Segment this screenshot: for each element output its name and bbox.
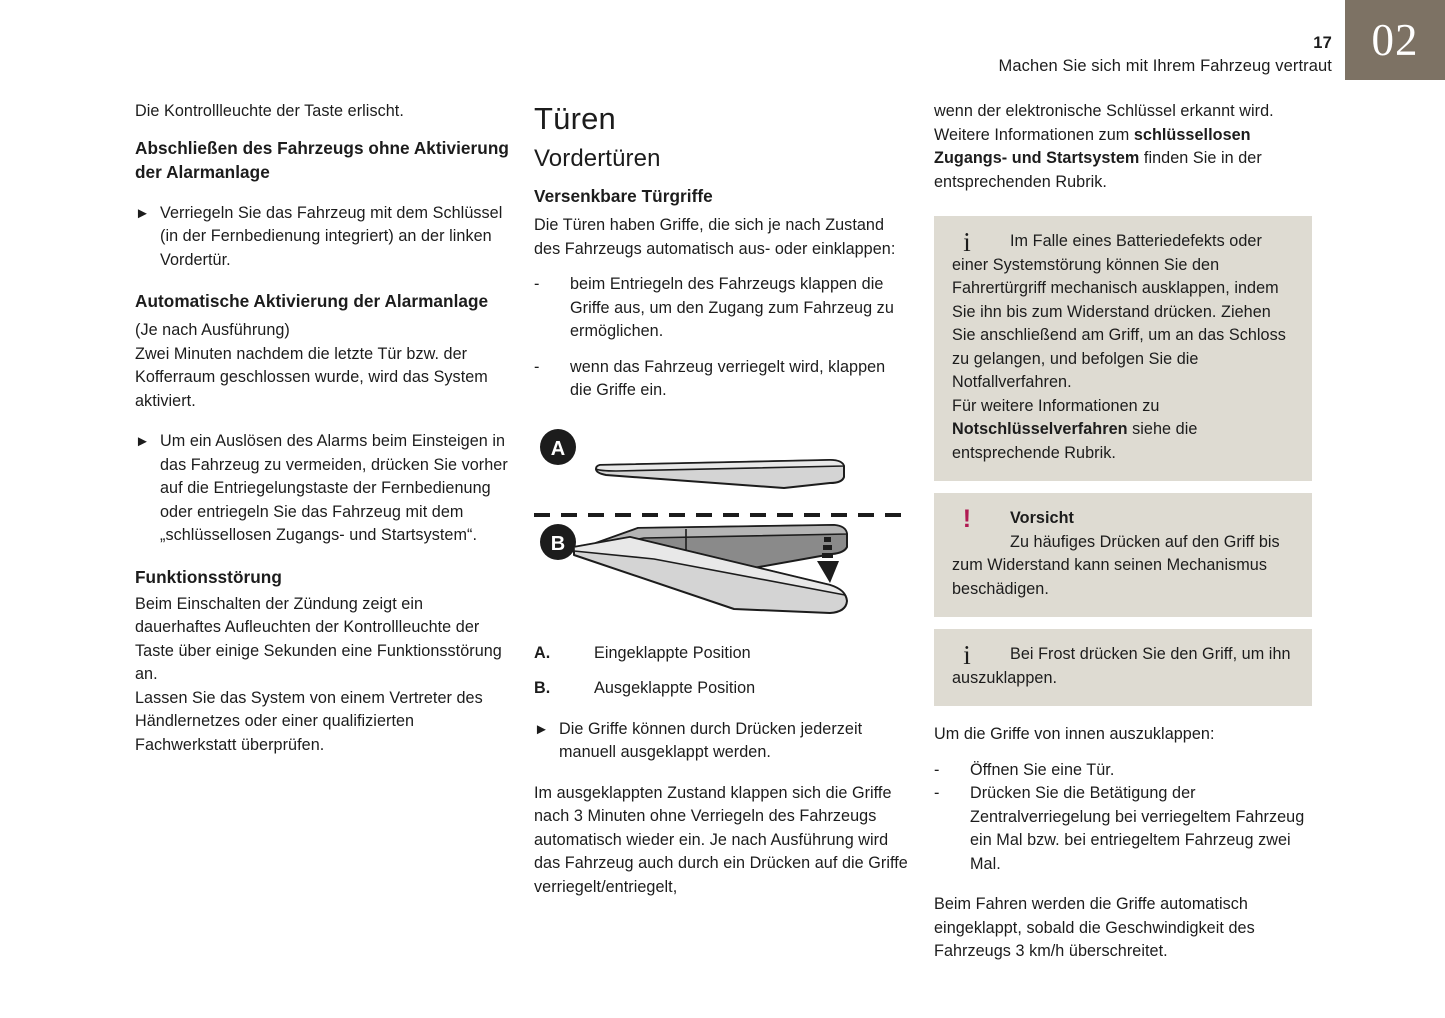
- left-para-3b: Lassen Sie das System von einem Vertreter des Händlernetzes oder einer qualifizierten Fachwerkstatt überprüfen.: [135, 688, 483, 754]
- arrow-bullet-icon: ►: [135, 204, 150, 222]
- caption-a-letter: A.: [534, 643, 551, 662]
- list-item-label: wenn das Fahrzeug verriegelt wird, klappen die Griffe ein.: [570, 357, 886, 399]
- middle-para-2: Im ausgeklappten Zustand klappen sich die Griffe nach 3 Minuten ohne Verriegeln des Fahrzeugs automatisch wieder ein. Je nach Ausführung wird das Fahrzeug auch durch ein Drücken auf die Griffe verriegelt/entriegelt,: [534, 783, 908, 896]
- heading-funktionsstoerung: Funktionsstörung: [135, 566, 282, 587]
- list-item-label: Öffnen Sie eine Tür.: [970, 760, 1115, 779]
- left-intro-text: Die Kontrollleuchte der Taste erlischt.: [135, 102, 404, 120]
- diagram-label-b-icon: [540, 524, 576, 560]
- caption-b-label: Ausgeklappte Position: [594, 679, 756, 697]
- middle-para-1: Die Türen haben Griffe, die sich je nach Zustand des Fahrzeugs automatisch aus- oder einklappen:: [534, 216, 896, 258]
- right-para-1: wenn der elektronische Schlüssel erkannt wird.: [934, 102, 1274, 120]
- list-item-label: beim Entriegeln des Fahrzeugs klappen die Griffe aus, um den Zugang zum Fahrzeug zu ermöglichen.: [570, 275, 894, 340]
- caption-b: [534, 677, 909, 701]
- info-note-1-bold: Notschlüsselverfahren: [952, 420, 1128, 438]
- warning-title: Vorsicht: [1010, 509, 1074, 527]
- door-handle-diagram: [534, 425, 909, 630]
- handle-retracted-shape: [596, 460, 844, 488]
- middle-column: [534, 100, 909, 899]
- warning-note-box: [934, 493, 1312, 617]
- svg-text:B: B: [550, 532, 566, 555]
- dash-bullet-icon: -: [934, 760, 940, 779]
- info-note-2-text: Bei Frost drücken Sie den Griff, um ihn auszuklappen.: [952, 645, 1291, 687]
- left-para-2a: (Je nach Ausführung): [135, 321, 290, 339]
- info-note-1-text-2a: Für weitere Informationen zu: [952, 396, 1160, 415]
- list-item-label: Die Griffe können durch Drücken jederzeit manuell ausgeklappt werden.: [559, 719, 863, 761]
- list-item: [534, 718, 909, 765]
- list-item: [534, 273, 909, 344]
- arrow-bullet-icon: ►: [135, 433, 150, 450]
- caption-a-label: Eingeklappte Position: [594, 643, 751, 662]
- dash-bullet-icon: -: [934, 784, 940, 802]
- right-para-2: [934, 124, 1312, 195]
- info-note-box-1: [934, 216, 1312, 481]
- page-title-tueren: Türen: [534, 101, 616, 136]
- list-item-label: Um ein Auslösen des Alarms beim Einsteigen in das Fahrzeug zu vermeiden, drücken Sie vorher auf die Entriegelungstaste der Fernbedienung oder entriegeln Sie das Fahrzeug mit dem „schlüssellosen Zugangs- und Startsystem“.: [160, 432, 508, 544]
- list-item-label: Drücken Sie die Betätigung der Zentralverriegelung bei verriegeltem Fahrzeug ein Mal bzw. bei entriegeltem Fahrzeug zwei Mal.: [970, 784, 1305, 873]
- info-note-1-text-2b: siehe die entsprechende Rubrik.: [952, 420, 1198, 462]
- info-note-1-text-2: [952, 395, 1294, 466]
- dash-bullet-icon: -: [534, 357, 540, 376]
- heading-automatische-aktivierung: Automatische Aktivierung der Alarmanlage: [135, 291, 489, 311]
- right-para-2-bold: schlüssellosen Zugangs- und Startsystem: [934, 125, 1251, 167]
- heading-abschliessen-ohne-alarm: Abschließen des Fahrzeugs ohne Aktivierung der Alarmanlage: [135, 137, 509, 182]
- warning-text: Zu häufiges Drücken auf den Griff bis zum Widerstand kann seinen Mechanismus beschädigen.: [952, 532, 1280, 598]
- list-item: [934, 759, 1312, 783]
- info-icon: i: [963, 640, 971, 670]
- arrow-bullet-icon: ►: [534, 720, 549, 738]
- list-item: [135, 430, 510, 548]
- left-para-2b: Zwei Minuten nachdem die letzte Tür bzw. der Kofferraum geschlossen wurde, wird das System aktiviert.: [135, 344, 488, 410]
- svg-text:A: A: [550, 437, 566, 460]
- diagram-label-a-icon: [540, 429, 576, 465]
- page-header: [740, 34, 1332, 77]
- page-number: 17: [1313, 34, 1332, 52]
- heading-versenkbare-tuergriffe: Versenkbare Türgriffe: [534, 186, 713, 206]
- chapter-title: Machen Sie sich mit Ihrem Fahrzeug vertraut: [998, 57, 1332, 75]
- right-para-4: Beim Fahren werden die Griffe automatisch eingeklappt, sobald die Geschwindigkeit des Fahrzeugs 3 km/h überschreitet.: [934, 895, 1255, 960]
- warning-exclamation-icon: !: [962, 505, 972, 533]
- caption-a: [534, 642, 909, 666]
- info-note-1-text: Im Falle eines Batteriedefekts oder einer Systemstörung können Sie den Fahrertürgriff mechanisch ausklappen, indem Sie ihn bis zum Widerstand drücken. Ziehen Sie anschließend am Griff, um an das Schloss zu gelangen, und befolgen Sie die Notfallverfahren.: [952, 232, 1286, 391]
- right-para-3: Um die Griffe von innen auszuklappen:: [934, 725, 1215, 743]
- dash-bullet-icon: -: [534, 275, 540, 293]
- right-para-2-text-a: Weitere Informationen zum: [934, 125, 1134, 144]
- left-column: [135, 100, 510, 757]
- subheading-vordertueren: Vordertüren: [534, 145, 661, 172]
- list-item-label: Verriegeln Sie das Fahrzeug mit dem Schlüssel (in der Fernbedienung integriert) an der linken Vordertür.: [160, 203, 503, 269]
- right-para-2-text-b: finden Sie in der entsprechenden Rubrik.: [934, 149, 1262, 191]
- list-item: [934, 782, 1312, 876]
- list-item: [135, 202, 510, 273]
- left-para-3a: Beim Einschalten der Zündung zeigt ein dauerhaftes Aufleuchten der Kontrollleuchte der Taste über einige Sekunden eine Funktionsstörung an.: [135, 594, 502, 683]
- info-note-box-2: [934, 629, 1312, 706]
- right-column: [934, 100, 1312, 964]
- info-icon: i: [963, 227, 971, 257]
- list-item: [534, 356, 909, 403]
- caption-b-letter: B.: [534, 679, 551, 697]
- chapter-number-badge: 02: [1345, 0, 1445, 80]
- handle-deployed-shape: [574, 525, 847, 613]
